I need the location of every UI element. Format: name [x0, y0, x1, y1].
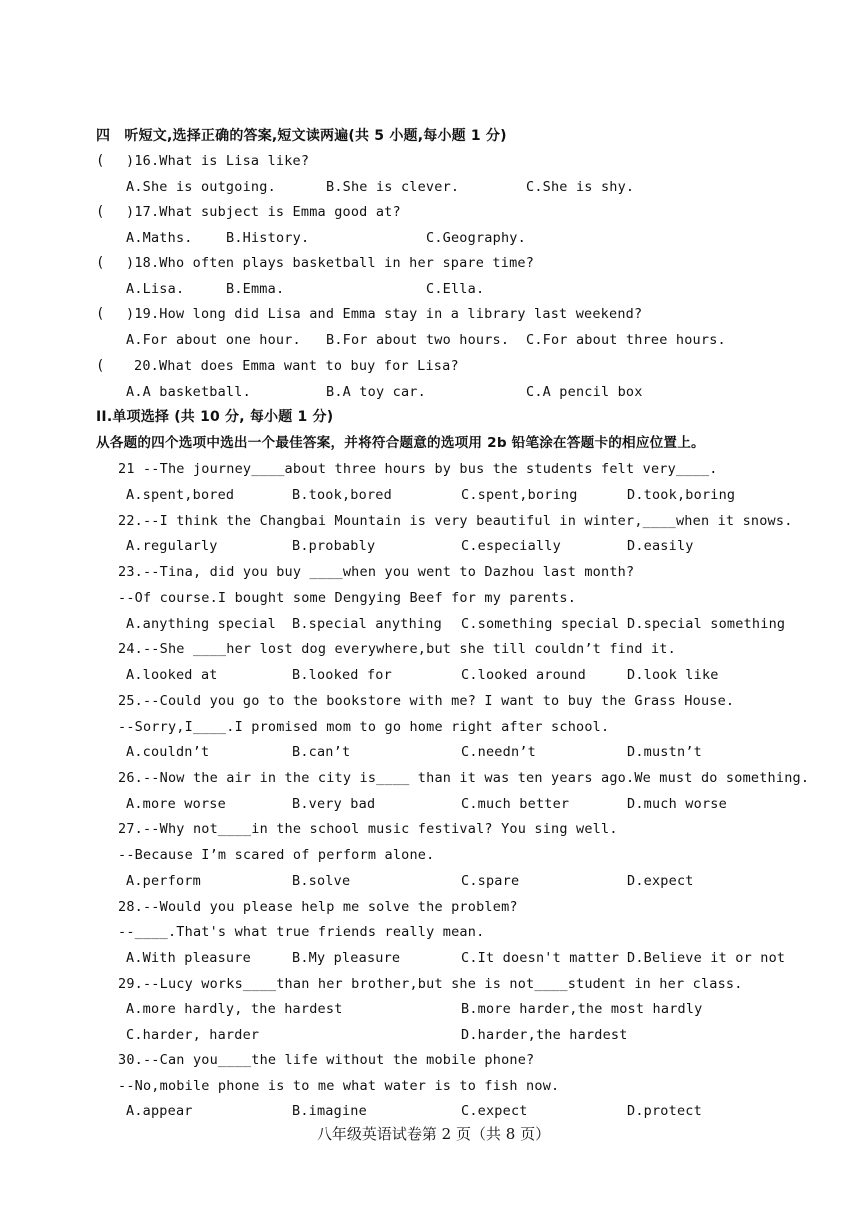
- option-22a: A.regularly: [126, 538, 218, 554]
- question-24: 24.--She ____her lost dog everywhere,but she till couldn’t find it.: [118, 641, 676, 657]
- option-28c: C.It doesn't matter: [461, 950, 620, 966]
- option-27c: C.spare: [461, 873, 520, 889]
- option-21c: C.spent,boring: [461, 487, 578, 503]
- option-27b: B.solve: [292, 873, 351, 889]
- option-25a: A.couldn’t: [126, 744, 210, 760]
- answer-paren: (: [96, 358, 105, 374]
- page-footer: 八年级英语试卷第 2 页（共 8 页）: [316, 1125, 551, 1143]
- option-28b: B.My pleasure: [292, 950, 401, 966]
- question-26: 26.--Now the air in the city is____ than it was ten years ago.We must do something.: [118, 770, 810, 786]
- option-27a: A.perform: [126, 873, 201, 889]
- option-30d: D.protect: [627, 1103, 702, 1119]
- option-22b: B.probably: [292, 538, 376, 554]
- question-29: 29.--Lucy works____than her brother,but she is not____student in her class.: [118, 976, 743, 992]
- question-21: 21 --The journey____about three hours by bus the students felt very____.: [118, 461, 718, 477]
- section4-heading: 四 听短文,选择正确的答案,短文读两遍(共 5 小题,每小题 1 分): [96, 128, 507, 144]
- option-20c: C.A pencil box: [526, 384, 643, 400]
- option-24d: D.look like: [627, 667, 719, 683]
- option-16a: A.She is outgoing.: [126, 179, 276, 195]
- option-26c: C.much better: [461, 796, 570, 812]
- option-22d: D.easily: [627, 538, 694, 554]
- option-16b: B.She is clever.: [326, 179, 460, 195]
- question-27: 27.--Why not____in the school music festival? You sing well.: [118, 821, 618, 837]
- option-26a: A.more worse: [126, 796, 226, 812]
- option-29c: C.harder, harder: [126, 1027, 260, 1043]
- option-28d: D.Believe it or not: [627, 950, 786, 966]
- option-30b: B.imagine: [292, 1103, 367, 1119]
- question-28-reply: --____.That's what true friends really mean.: [118, 924, 485, 940]
- option-24a: A.looked at: [126, 667, 218, 683]
- section2-instruction: 从各题的四个选项中选出一个最佳答案，并将符合题意的选项用 2b 铅笔涂在答题卡的相应位置上。: [96, 435, 705, 451]
- question-18: )18.Who often plays basketball in her spare time?: [126, 255, 535, 271]
- question-23: 23.--Tina, did you buy ____when you went to Dazhou last month?: [118, 564, 635, 580]
- option-27d: D.expect: [627, 873, 694, 889]
- option-30c: C.expect: [461, 1103, 528, 1119]
- question-30: 30.--Can you____the life without the mobile phone?: [118, 1052, 535, 1068]
- option-17c: C.Geography.: [426, 230, 526, 246]
- option-23c: C.something special: [461, 616, 620, 632]
- question-17: )17.What subject is Emma good at?: [126, 204, 401, 220]
- option-22c: C.especially: [461, 538, 561, 554]
- option-21b: B.took,bored: [292, 487, 392, 503]
- question-27-reply: --Because I’m scared of perform alone.: [118, 847, 435, 863]
- option-24b: B.looked for: [292, 667, 392, 683]
- option-25c: C.needn’t: [461, 744, 536, 760]
- answer-paren: (: [96, 153, 105, 169]
- section2-heading: II.单项选择 (共 10 分, 每小题 1 分): [96, 409, 334, 425]
- option-23b: B.special anything: [292, 616, 442, 632]
- option-24c: C.looked around: [461, 667, 586, 683]
- option-29b: B.more harder,the most hardly: [461, 1001, 703, 1017]
- question-25: 25.--Could you go to the bookstore with me? I want to buy the Grass House.: [118, 693, 735, 709]
- option-18c: C.Ella.: [426, 281, 485, 297]
- option-29a: A.more hardly, the hardest: [126, 1001, 343, 1017]
- question-30-reply: --No,mobile phone is to me what water is to fish now.: [118, 1078, 560, 1094]
- question-20: 20.What does Emma want to buy for Lisa?: [134, 358, 459, 374]
- option-19c: C.For about three hours.: [526, 332, 726, 348]
- option-23a: A.anything special: [126, 616, 276, 632]
- option-23d: D.special something: [627, 616, 786, 632]
- option-21d: D.took,boring: [627, 487, 736, 503]
- option-21a: A.spent,bored: [126, 487, 235, 503]
- answer-paren: (: [96, 255, 105, 271]
- option-25d: D.mustn’t: [627, 744, 702, 760]
- question-25-reply: --Sorry,I____.I promised mom to go home right after school.: [118, 719, 610, 735]
- option-20a: A.A basketball.: [126, 384, 251, 400]
- option-19b: B.For about two hours.: [326, 332, 510, 348]
- option-25b: B.can’t: [292, 744, 351, 760]
- option-16c: C.She is shy.: [526, 179, 635, 195]
- answer-paren: (: [96, 204, 105, 220]
- option-30a: A.appear: [126, 1103, 193, 1119]
- question-16: )16.What is Lisa like?: [126, 153, 310, 169]
- question-19: )19.How long did Lisa and Emma stay in a library last weekend?: [126, 306, 643, 322]
- option-18b: B.Emma.: [226, 281, 285, 297]
- option-19a: A.For about one hour.: [126, 332, 301, 348]
- question-22: 22.--I think the Changbai Mountain is very beautiful in winter,____when it snows.: [118, 513, 793, 529]
- option-20b: B.A toy car.: [326, 384, 426, 400]
- answer-paren: (: [96, 306, 105, 322]
- question-28: 28.--Would you please help me solve the problem?: [118, 899, 518, 915]
- option-29d: D.harder,the hardest: [461, 1027, 628, 1043]
- option-17b: B.History.: [226, 230, 310, 246]
- option-28a: A.With pleasure: [126, 950, 251, 966]
- option-26d: D.much worse: [627, 796, 727, 812]
- option-17a: A.Maths.: [126, 230, 193, 246]
- option-18a: A.Lisa.: [126, 281, 185, 297]
- question-23-reply: --Of course.I bought some Dengying Beef for my parents.: [118, 590, 577, 606]
- option-26b: B.very bad: [292, 796, 376, 812]
